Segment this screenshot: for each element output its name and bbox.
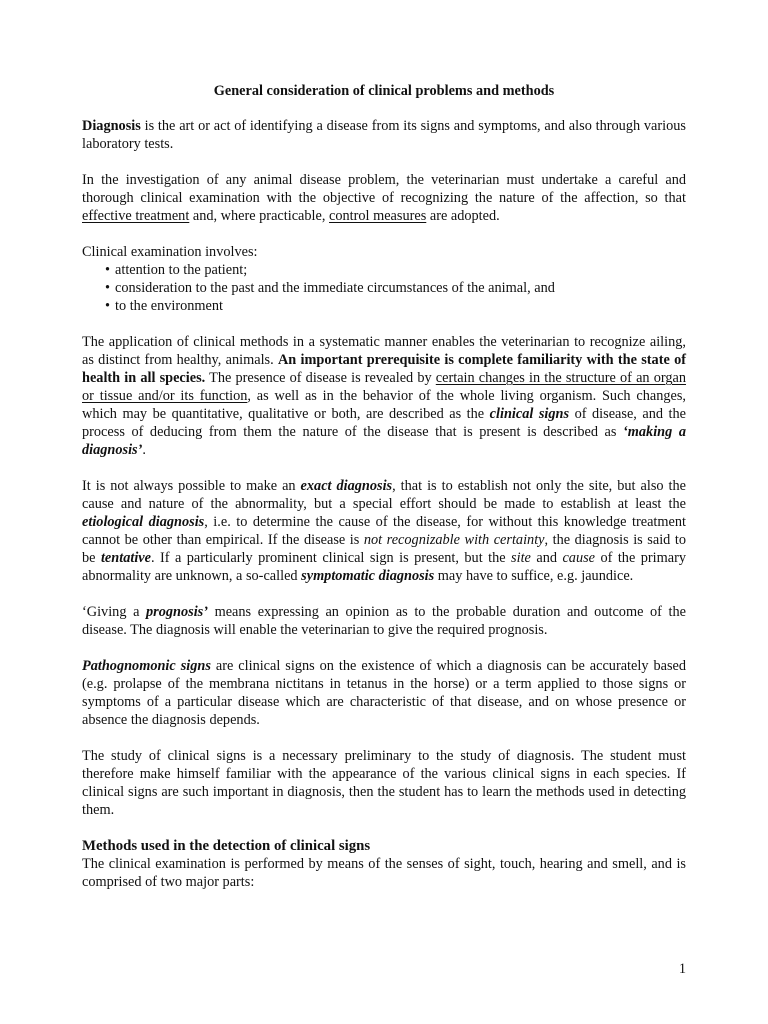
underlined-effective-treatment: effective treatment <box>82 208 190 224</box>
italic-site: site <box>511 550 531 566</box>
term-exact-diagnosis: exact diagnosis <box>300 478 393 494</box>
paragraph-study-of-signs: The study of clinical signs is a necessary preliminary to the study of diagnosis. The student must therefore make himself familiar with the appearance of the various clinical signs in each species. If clinical signs are such important in diagnosis, then the student has to learn the methods used in detecting them. <box>82 748 686 818</box>
underlined-structure: certain changes in the structure of an organ <box>435 370 687 386</box>
bullet-icon: • <box>105 298 111 314</box>
list-item <box>105 261 686 279</box>
paragraph-investigation <box>82 171 686 225</box>
bold-prerequisite: An important prerequisite is complete familiarity with the state of health in all species. <box>82 352 686 386</box>
text-run: ‘Giving a <box>82 604 147 620</box>
paragraph-methods: The clinical examination is performed by means of the senses of sight, touch, hearing and smell, and is comprised of two major parts: <box>82 856 686 890</box>
text-run: is the art or act of identifying a disease from its signs and symptoms, and also through various laboratory tests. <box>82 118 686 152</box>
list-item <box>105 297 686 315</box>
text-run: are clinical signs on the existence of which a diagnosis can be accurately based (e.g. prolapse of the membrana nictitans in tetanus in the horse) or a term applied to those signs or symptoms of a particular disease which are characteristic of that disease, and on whose presence or absence the diagnosis depends. <box>82 658 687 728</box>
text-run: and, where practicable, <box>189 208 330 224</box>
text-run: are adopted. <box>426 208 500 224</box>
paragraph-diagnosis <box>82 117 686 153</box>
text-run: of the primary abnormality are unknown, a so-called <box>82 550 686 584</box>
text-run: means expressing an opinion as to the probable duration and outcome of the disease. The diagnosis will enable the veterinarian to give the required prognosis. <box>82 604 686 638</box>
term-making-a-diagnosis: ‘making a diagnosis’ <box>82 424 686 458</box>
text-run: . <box>142 442 146 458</box>
text-run: may have to suffice, e.g. jaundice. <box>434 568 634 584</box>
document-title: General consideration of clinical problems and methods <box>213 83 555 99</box>
list-item <box>105 279 686 297</box>
paragraph-clinical-methods <box>82 333 686 459</box>
paragraph-pathognomonic <box>82 657 686 729</box>
bullet-list <box>105 261 686 315</box>
text-run: and <box>530 550 563 566</box>
term-prognosis: prognosis’ <box>146 604 208 620</box>
text-run: The application of clinical methods in a systematic manner enables the veterinarian to recognize ailing, as distinct from healthy, animals. <box>82 334 686 368</box>
list-item-text: to the environment <box>115 298 223 314</box>
text-run: of disease, and the process of deducing from them the nature of the disease that is present is described as <box>82 406 687 440</box>
text-run: , that is to establish not only the site, but also the cause and nature of the abnormality, but a special effort should be made to establish at least the <box>82 478 686 512</box>
page-number: 1 <box>678 961 686 977</box>
text-run: , i.e. to determine the cause of the disease, for without this knowledge treatment cannot be other than empirical. If the disease is <box>82 514 686 548</box>
term-etiological-diagnosis: etiological diagnosis <box>82 514 205 530</box>
text-run: It is not always possible to make an <box>82 478 301 494</box>
list-item-text: consideration to the past and the immediate circumstances of the animal, and <box>115 280 555 296</box>
term-symptomatic-diagnosis: symptomatic diagnosis <box>301 568 435 584</box>
text-run: , the diagnosis is said to be <box>82 532 686 566</box>
paragraph-prognosis <box>82 603 686 639</box>
italic-cause: cause <box>562 550 596 566</box>
list-item-text: attention to the patient; <box>115 262 248 278</box>
term-tentative: tentative <box>100 550 151 566</box>
underlined-control-measures: control measures <box>329 208 427 224</box>
term-clinical-signs: clinical signs <box>489 406 570 422</box>
text-run: , as well as in the behavior of the whole living organism. Such changes, which may be quantitative, qualitative or both, are described as the <box>82 388 686 422</box>
bullet-icon: • <box>105 280 111 296</box>
term-diagnosis: Diagnosis <box>82 118 141 134</box>
italic-not-recognizable: not recognizable with certainty <box>363 532 545 548</box>
text-run: . If a particularly prominent clinical sign is present, but the <box>150 550 512 566</box>
section-heading: Methods used in the detection of clinical signs <box>82 838 371 854</box>
underlined-function: or tissue and/or its function <box>82 388 248 404</box>
paragraph-exact-diagnosis <box>82 477 686 585</box>
bullet-icon: • <box>105 262 111 278</box>
text-run: In the investigation of any animal disease problem, the veterinarian must undertake a careful and thorough clinical examination with the objective of recognizing the nature of the affection, so that <box>82 172 686 206</box>
term-pathognomonic-signs: Pathognomonic signs <box>82 658 211 674</box>
list-intro: Clinical examination involves: <box>82 244 258 260</box>
text-run: The presence of disease is revealed by <box>205 370 436 386</box>
